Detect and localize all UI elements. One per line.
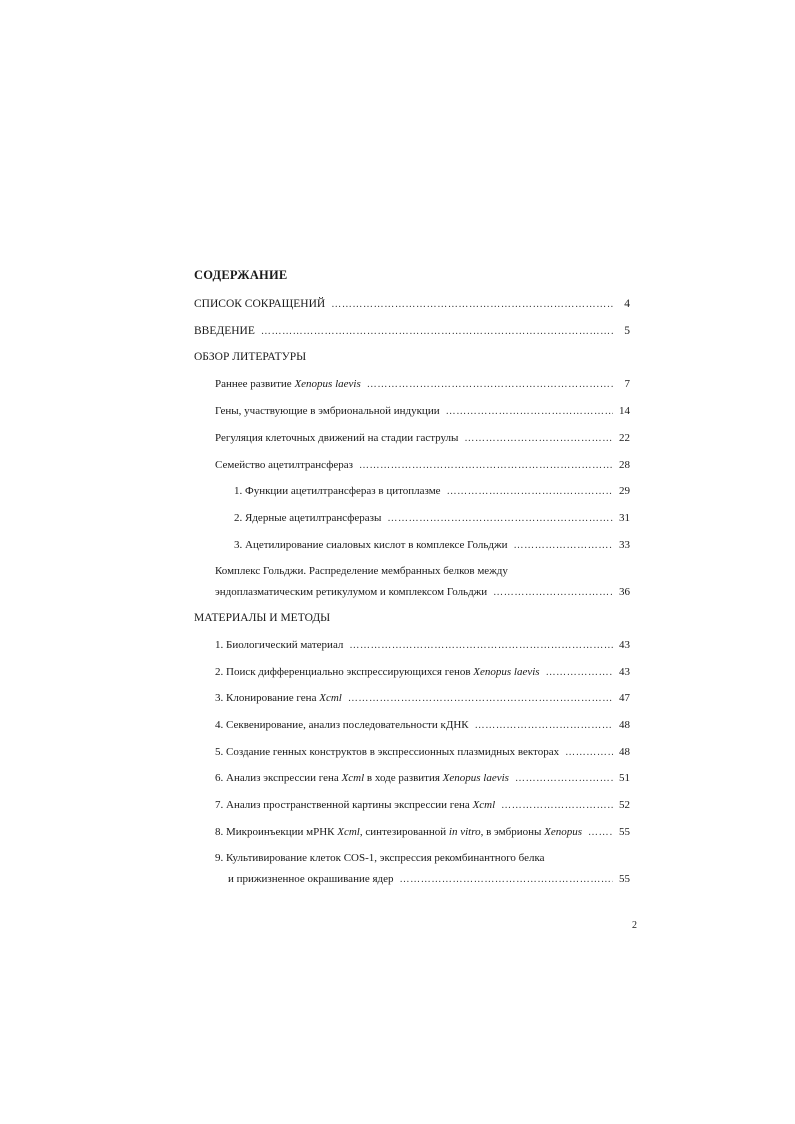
toc-entry: эндоплазматическим ретикулумом и комплексом Гольджи …………………………………………………………………………………………………………………………………………………………………………………… 36 bbox=[215, 585, 630, 600]
toc-entry: 4. Секвенирование, анализ последовательности кДНК …………………………………………………………………………………………………………………………………………………………………………………… 48 bbox=[215, 718, 630, 733]
toc-title: СОДЕРЖАНИЕ bbox=[194, 268, 288, 282]
toc-entry: 2. Поиск дифференциально экспрессирующихся генов Xenopus laevis …………………………………………………………………………………………………………………………………………………………………………………… 43 bbox=[215, 665, 630, 680]
dot-leader bbox=[349, 639, 613, 653]
toc-page-number: 52 bbox=[619, 799, 630, 811]
toc-page-number: 29 bbox=[619, 485, 630, 497]
toc-page-number: 22 bbox=[619, 432, 630, 444]
toc-entry: Раннее развитие Xenopus laevis …………………………………………………………………………………………………………………………………………………………………………………… 7 bbox=[215, 377, 630, 392]
toc-page-number: 33 bbox=[619, 539, 630, 551]
dot-leader bbox=[387, 512, 613, 526]
dot-leader bbox=[475, 719, 613, 733]
toc-entry-line: 9. Культивирование клеток COS-1, экспрессия рекомбинантного белка bbox=[215, 852, 545, 864]
toc-page-number: 55 bbox=[619, 826, 630, 838]
dot-leader bbox=[447, 485, 613, 499]
dot-leader bbox=[515, 772, 613, 786]
toc-section-literature-review: ОБЗОР ЛИТЕРАТУРЫ bbox=[194, 351, 307, 363]
dot-leader bbox=[588, 826, 613, 840]
toc-entry: 8. Микроинъекции мРНК Xcml, синтезированной in vitro, в эмбрионы Xenopus …………………………………………………………………………………………………………………………………………………………………………………… 55 bbox=[215, 825, 630, 840]
toc-page-number: 7 bbox=[624, 378, 630, 390]
dot-leader bbox=[501, 799, 613, 813]
toc-page-number: 43 bbox=[619, 639, 630, 651]
toc-entry: 7. Анализ пространственной картины экспрессии гена Xcml …………………………………………………………………………………………………………………………………………………………………………………… 52 bbox=[215, 798, 630, 813]
toc-page-number: 48 bbox=[619, 746, 630, 758]
dot-leader bbox=[514, 539, 613, 553]
toc-entry: Гены, участвующие в эмбриональной индукции …………………………………………………………………………………………………………………………………………………………………………………… 14 bbox=[215, 404, 630, 419]
toc-page-number: 5 bbox=[624, 325, 630, 337]
toc-entry-abbreviations: СПИСОК СОКРАЩЕНИЙ …………………………………………………………………………………………………………………………………………………………………………………… 4 bbox=[194, 297, 630, 312]
toc-page-number: 36 bbox=[619, 586, 630, 598]
toc-entry: 6. Анализ экспрессии гена Xcml в ходе развития Xenopus laevis …………………………………………………………………………………………………………………………………………………………………………………… 51 bbox=[215, 771, 630, 786]
toc-page-number: 43 bbox=[619, 666, 630, 678]
toc-entry: Регуляция клеточных движений на стадии гаструлы …………………………………………………………………………………………………………………………………………………………………………………… 22 bbox=[215, 431, 630, 446]
toc-entry: и прижизненное окрашивание ядер …………………………………………………………………………………………………………………………………………………………………………………… 55 bbox=[228, 872, 630, 887]
dot-leader bbox=[400, 873, 613, 887]
toc-page-number: 31 bbox=[619, 512, 630, 524]
toc-entry: 2. Ядерные ацетилтрансферазы …………………………………………………………………………………………………………………………………………………………………………………… 31 bbox=[234, 511, 630, 526]
dot-leader bbox=[464, 432, 613, 446]
toc-entry-line: Комплекс Гольджи. Распределение мембранных белков между bbox=[215, 565, 508, 577]
dot-leader bbox=[367, 378, 613, 392]
dot-leader bbox=[565, 746, 613, 760]
toc-page-number: 47 bbox=[619, 692, 630, 704]
dot-leader bbox=[331, 298, 613, 312]
toc-page-number: 14 bbox=[619, 405, 630, 417]
toc-section-materials-methods: МАТЕРИАЛЫ И МЕТОДЫ bbox=[194, 612, 331, 624]
toc-entry: 3. Клонирование гена Xcml …………………………………………………………………………………………………………………………………………………………………………………… 47 bbox=[215, 691, 630, 706]
dot-leader bbox=[546, 666, 613, 680]
toc-entry: 3. Ацетилирование сиаловых кислот в комплексе Гольджи …………………………………………………………………………………………………………………………………………………………………………………… 33 bbox=[234, 538, 630, 553]
toc-page-number: 28 bbox=[619, 459, 630, 471]
toc-page-number: 48 bbox=[619, 719, 630, 731]
dot-leader bbox=[348, 692, 613, 706]
page-number: 2 bbox=[632, 920, 637, 931]
toc-entry: 1. Биологический материал …………………………………………………………………………………………………………………………………………………………………………………… 43 bbox=[215, 638, 630, 653]
dot-leader bbox=[493, 586, 613, 600]
dot-leader bbox=[446, 405, 613, 419]
toc-entry: 1. Функции ацетилтрансфераз в цитоплазме …………………………………………………………………………………………………………………………………………………………………………………… 29 bbox=[234, 484, 630, 499]
toc-page-number: 55 bbox=[619, 873, 630, 885]
toc-page-number: 51 bbox=[619, 772, 630, 784]
toc-entry-introduction: ВВЕДЕНИЕ …………………………………………………………………………………………………………………………………………………………………………………… 5 bbox=[194, 324, 630, 339]
toc-entry: Семейство ацетилтрансфераз …………………………………………………………………………………………………………………………………………………………………………………… 28 bbox=[215, 458, 630, 473]
toc-entry: 5. Создание генных конструктов в экспрессионных плазмидных векторах …………………………………………………………………………………………………………………………………………………………………………………… 48 bbox=[215, 745, 630, 760]
toc-page-number: 4 bbox=[624, 298, 630, 310]
dot-leader bbox=[359, 459, 613, 473]
dot-leader bbox=[261, 325, 613, 339]
